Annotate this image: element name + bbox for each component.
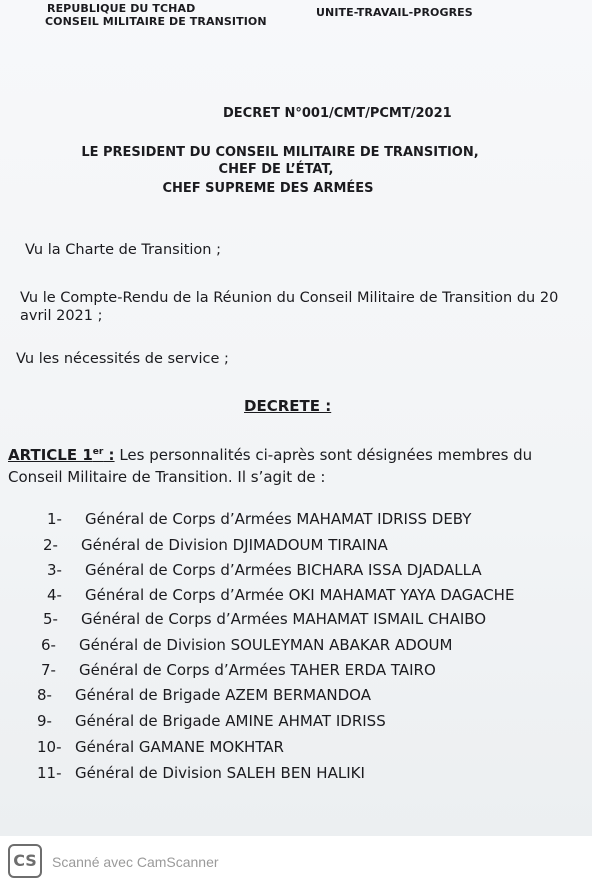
item-number: 8- — [37, 686, 52, 704]
header-motto: UNITE-TRAVAIL-PROGRES — [316, 6, 473, 19]
item-number: 1- — [47, 510, 62, 528]
title-line-1: LE PRESIDENT DU CONSEIL MILITAIRE DE TRANSITION, — [81, 145, 479, 160]
item-number: 3- — [47, 561, 62, 579]
decree-number: DECRET N°001/CMT/PCMT/2021 — [223, 106, 452, 121]
list-item — [43, 610, 486, 628]
list-item — [41, 636, 452, 654]
item-name: Général de Corps d’Armées MAHAMAT ISMAIL CHAIBO — [81, 610, 487, 628]
list-item — [37, 764, 365, 782]
list-item — [43, 536, 388, 554]
item-number: 7- — [41, 661, 56, 679]
item-number: 6- — [41, 636, 56, 654]
item-name: Général de Division SOULEYMAN ABAKAR ADOUM — [79, 636, 453, 654]
article-label-text: ARTICLE 1 — [8, 446, 93, 464]
header-council: CONSEIL MILITAIRE DE TRANSITION — [45, 15, 267, 28]
list-item — [37, 686, 371, 704]
article-label-sup: er — [92, 447, 104, 457]
item-name: Général de Corps d’Armée OKI MAHAMAT YAYA DAGACHE — [85, 586, 515, 604]
item-number: 5- — [43, 610, 58, 628]
visa-service-needs: Vu les nécessités de service ; — [16, 351, 229, 367]
item-number: 4- — [47, 586, 62, 604]
item-number: 11- — [37, 764, 62, 782]
article-label-suffix: : — [103, 446, 115, 464]
item-name: Général GAMANE MOKHTAR — [75, 738, 284, 756]
decrete-heading: DECRETE : — [244, 397, 332, 415]
list-item — [47, 510, 471, 528]
item-name: Général de Corps d’Armées TAHER ERDA TAIRO — [79, 661, 436, 679]
title-line-2: CHEF DE L’ÉTAT, — [218, 162, 334, 177]
item-name: Général de Brigade AZEM BERMANDOA — [75, 686, 371, 704]
item-name: Général de Brigade AMINE AHMAT IDRISS — [75, 712, 386, 730]
list-item — [37, 712, 386, 730]
item-name: Général de Corps d’Armées MAHAMAT IDRISS DEBY — [85, 510, 472, 528]
camscanner-footer — [0, 836, 592, 887]
item-name: Général de Corps d’Armées BICHARA ISSA DJADALLA — [85, 561, 482, 579]
article-1-text: Les personnalités ci-après sont désignées membres du Conseil Militaire de Transition. Il s’agit de : — [8, 446, 533, 486]
visa-charter: Vu la Charte de Transition ; — [25, 242, 221, 258]
header-republic: REPUBLIQUE DU TCHAD — [47, 2, 196, 15]
item-name: Général de Division SALEH BEN HALIKI — [75, 764, 365, 782]
list-item — [41, 661, 436, 679]
article-1-label — [8, 446, 115, 464]
item-number: 2- — [43, 536, 58, 554]
item-number: 9- — [37, 712, 52, 730]
list-item — [47, 586, 514, 604]
visa-meeting-report: Vu le Compte-Rendu de la Réunion du Conseil Militaire de Transition du 20 avril 2021 ; — [20, 290, 559, 324]
article-1 — [8, 441, 556, 488]
list-item — [37, 738, 284, 756]
item-number: 10- — [37, 738, 62, 756]
camscanner-label: Scanné avec CamScanner — [52, 854, 219, 870]
list-item — [47, 561, 482, 579]
camscanner-logo-icon: CS — [8, 844, 42, 878]
title-line-3: CHEF SUPREME DES ARMÉES — [162, 181, 374, 196]
item-name: Général de Division DJIMADOUM TIRAINA — [81, 536, 388, 554]
